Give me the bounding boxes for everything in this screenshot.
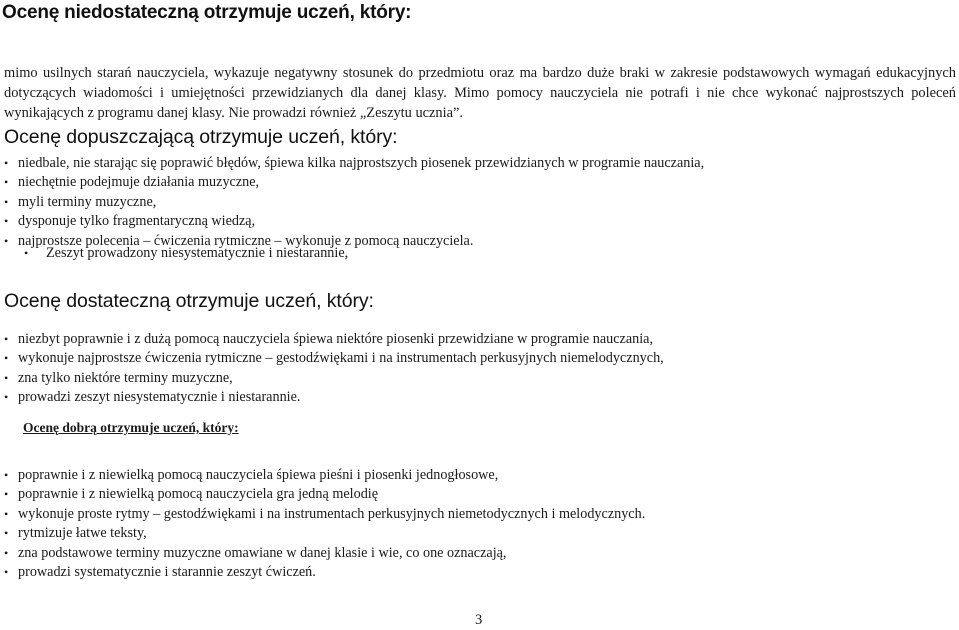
list-item: • wykonuje najprostsze ćwiczenia rytmiczne – gestodźwiękami i na instrumentach perkusyjnych niemelodycznych, xyxy=(4,349,664,368)
bullet-icon: • xyxy=(4,468,9,482)
bullet-icon: • xyxy=(4,214,9,229)
bullet-icon: • xyxy=(4,526,9,541)
list-item: • poprawnie i z niewielką pomocą nauczyciela śpiewa pieśni i piosenki jednogłosowe, xyxy=(4,466,645,485)
bullet-icon: • xyxy=(4,233,9,248)
bullet-icon: • xyxy=(4,370,9,385)
list-item: • rytmizuje łatwe teksty, xyxy=(4,524,645,543)
list-item: • prowadzi systematycznie i starannie zeszyt ćwiczeń. xyxy=(4,563,645,582)
list-item: • najprostsze polecenia – ćwiczenia rytmiczne – wykonuje z pomocą nauczyciela. xyxy=(4,232,704,251)
bullet-icon: • xyxy=(4,545,9,560)
heading-dostateczna: Ocenę dostateczną otrzymuje uczeń, który: xyxy=(4,290,374,312)
list-item: • dysponuje tylko fragmentaryczną wiedzą, xyxy=(4,212,704,231)
bullet-icon: • xyxy=(4,332,9,346)
list-item-zeszyt: • Zeszyt prowadzony niesystematycznie i niestarannie, xyxy=(24,245,349,261)
list-dostateczna xyxy=(4,330,664,408)
list-item: • zna tylko niektóre terminy muzyczne, xyxy=(4,369,664,388)
list-item: • poprawnie i z niewielką pomocą nauczyciela gra jedną melodię xyxy=(4,485,645,504)
list-dopuszczajaca xyxy=(4,154,704,251)
bullet-icon: • xyxy=(4,390,9,405)
list-item: • zna podstawowe terminy muzyczne omawiane w danej klasie i wie, co one oznaczają, xyxy=(4,544,645,563)
bullet-icon: • xyxy=(4,565,9,580)
page-number: 3 xyxy=(475,612,483,628)
heading-dopuszczajaca: Ocenę dopuszczającą otrzymuje uczeń, który: xyxy=(4,126,398,148)
list-item: • niechętnie podejmuje działania muzyczne, xyxy=(4,173,704,192)
list-item: • prowadzi zeszyt niesystematycznie i niestarannie. xyxy=(4,388,664,407)
list-item: • niedbale, nie starając się poprawić błędów, śpiewa kilka najprostszych piosenek przewidzianych w programie nauczania, xyxy=(4,154,704,173)
list-item: • wykonuje proste rytmy – gestodźwiękami i na instrumentach perkusyjnych niemetodycznych i melodycznych. xyxy=(4,505,645,524)
bullet-icon: • xyxy=(4,175,9,190)
bullet-icon: • xyxy=(4,194,9,209)
heading-dobra: Ocenę dobrą otrzymuje uczeń, który: xyxy=(23,420,239,435)
list-dobra xyxy=(4,466,645,582)
bullet-icon: • xyxy=(4,156,9,170)
list-item: • myli terminy muzyczne, xyxy=(4,193,704,212)
intro-paragraph: mimo usilnych starań nauczyciela, wykazuje negatywny stosunek do przedmiotu oraz ma bardzo duże braki w zakresie podstawowych wymagań edukacyjnych dotyczących wiadomości i umiejętności przewidzianych dla danej klasy. Mimo pomocy nauczyciela nie potrafi i nie chce wykonać najprostszych poleceń wynikających z programu danej klasy. Nie prowadzi również „Zeszytu ucznia”. xyxy=(4,65,956,121)
bullet-icon: • xyxy=(4,506,9,521)
list-item: • niezbyt poprawnie i z dużą pomocą nauczyciela śpiewa niektóre piosenki przewidziane w programie nauczania, xyxy=(4,330,664,349)
bullet-icon: • xyxy=(4,351,9,366)
bullet-icon: • xyxy=(4,487,9,502)
heading-niedostateczna: Ocenę niedostateczną otrzymuje uczeń, który: xyxy=(2,2,412,23)
bullet-icon: • xyxy=(24,246,29,260)
